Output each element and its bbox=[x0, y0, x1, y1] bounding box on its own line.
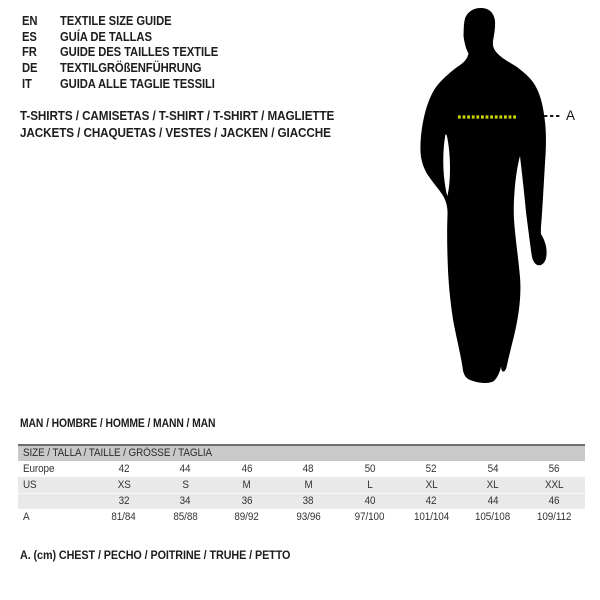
language-code: EN bbox=[22, 14, 38, 28]
size-value: 48 bbox=[302, 463, 314, 475]
product-line-jackets: JACKETS / CHAQUETAS / VESTES / JACKEN / GIACCHE bbox=[20, 125, 331, 140]
section-heading-man bbox=[20, 418, 237, 430]
table-row-us-numeric bbox=[18, 493, 585, 509]
language-row-fr bbox=[22, 45, 236, 61]
language-row-de bbox=[22, 61, 236, 77]
size-value: XL bbox=[425, 479, 438, 491]
row-label: US bbox=[23, 479, 37, 491]
size-value: 44 bbox=[487, 495, 499, 507]
man-silhouette bbox=[420, 8, 546, 383]
size-value: 46 bbox=[241, 463, 253, 475]
size-table-header-text: SIZE / TALLA / TAILLE / GRÖSSE / TAGLIA bbox=[23, 447, 213, 459]
size-value: 109/112 bbox=[537, 511, 572, 523]
size-value: 56 bbox=[548, 463, 560, 475]
size-value: 32 bbox=[118, 495, 130, 507]
size-value: 44 bbox=[179, 463, 191, 475]
size-table-header bbox=[18, 444, 585, 461]
size-value: XL bbox=[486, 479, 499, 491]
size-value: 42 bbox=[425, 495, 437, 507]
size-value: L bbox=[367, 479, 373, 491]
language-code: FR bbox=[22, 45, 37, 60]
section-heading-text: MAN / HOMBRE / HOMME / MANN / MAN bbox=[20, 418, 216, 430]
size-value: 93/96 bbox=[296, 511, 321, 523]
size-value: 85/88 bbox=[173, 511, 198, 523]
size-value: XS bbox=[117, 479, 131, 491]
language-label: GUÍA DE TALLAS bbox=[60, 29, 152, 44]
language-label: TEXTILGRÖßENFÜHRUNG bbox=[60, 61, 202, 76]
measure-label-a: A bbox=[566, 108, 576, 123]
size-value: 36 bbox=[241, 495, 253, 507]
language-label: GUIDA ALLE TAGLIE TESSILI bbox=[60, 76, 215, 91]
size-value: 40 bbox=[364, 495, 376, 507]
size-value: M bbox=[242, 479, 251, 491]
language-code: DE bbox=[22, 61, 38, 76]
size-value: 34 bbox=[179, 495, 191, 507]
row-label: A bbox=[23, 511, 30, 523]
size-value: 52 bbox=[425, 463, 437, 475]
language-list bbox=[22, 14, 236, 93]
size-value: M bbox=[304, 479, 313, 491]
size-value: 50 bbox=[364, 463, 376, 475]
size-value: 97/100 bbox=[354, 511, 385, 523]
size-value: 81/84 bbox=[111, 511, 136, 523]
size-value: 54 bbox=[487, 463, 499, 475]
size-value: S bbox=[181, 479, 189, 491]
product-line-tshirts: T-SHIRTS / CAMISETAS / T-SHIRT / T-SHIRT / MAGLIETTE bbox=[20, 108, 335, 123]
size-table bbox=[18, 444, 585, 525]
language-label: TEXTILE SIZE GUIDE bbox=[60, 14, 172, 28]
language-label: GUIDE DES TAILLES TEXTILE bbox=[60, 45, 219, 60]
language-row-it bbox=[22, 77, 236, 93]
size-value: 38 bbox=[302, 495, 314, 507]
table-row-chest-a bbox=[18, 509, 585, 525]
man-figure bbox=[395, 0, 575, 395]
language-code: IT bbox=[22, 76, 32, 91]
language-row-en bbox=[22, 14, 236, 30]
size-value: 101/104 bbox=[413, 511, 449, 523]
row-label: Europe bbox=[23, 463, 55, 475]
product-category-block bbox=[20, 107, 369, 141]
measurement-footnote bbox=[20, 548, 320, 562]
measurement-footnote-text: A. (cm) CHEST / PECHO / POITRINE / TRUHE / PETTO bbox=[20, 548, 291, 562]
language-row-es bbox=[22, 30, 236, 46]
table-row-us bbox=[18, 477, 585, 493]
size-value: XXL bbox=[545, 479, 564, 491]
language-code: ES bbox=[22, 29, 37, 44]
size-value: 105/108 bbox=[475, 511, 511, 523]
size-value: 46 bbox=[548, 495, 560, 507]
size-value: 42 bbox=[118, 463, 130, 475]
size-value: 89/92 bbox=[234, 511, 259, 523]
table-row-europe bbox=[18, 461, 585, 477]
